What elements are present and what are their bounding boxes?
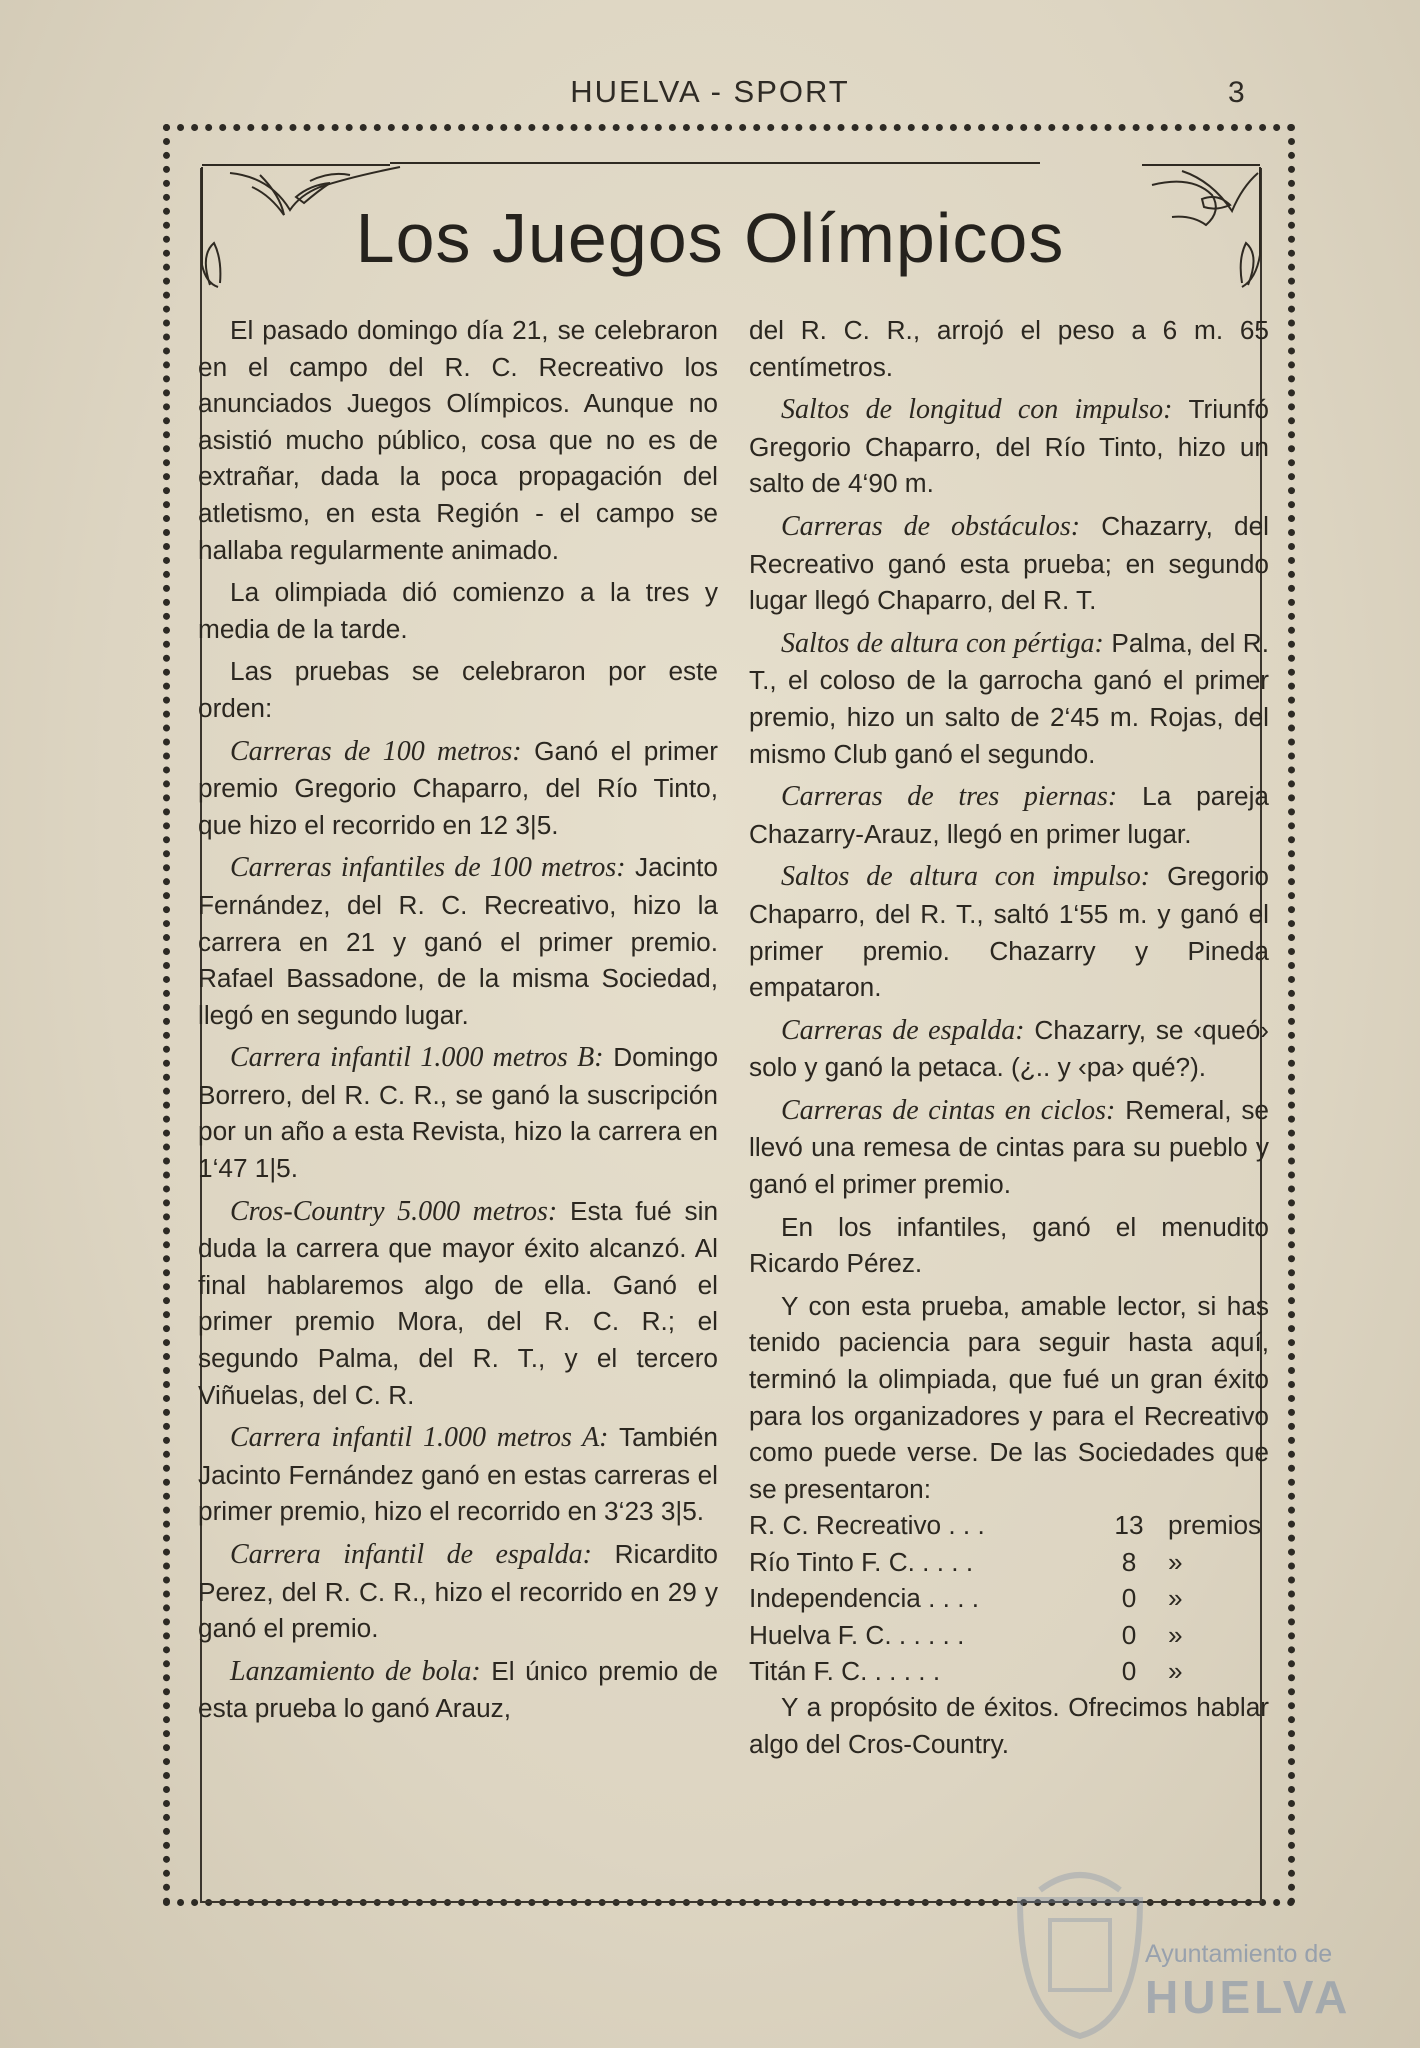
club-name: Independencia . . . . [749,1583,980,1614]
paragraph [749,858,1269,1005]
paragraph [749,1209,1269,1282]
prize-unit: premios [1168,1510,1262,1541]
paragraph-text: Triunfó Gregorio Chaparro, del Río Tinto, hizo un salto de 4‘90 m. [749,394,1269,499]
title-rule [390,160,1040,166]
paragraph-text: La olimpiada dió comienzo a la tres y media de la tarde. [198,577,718,644]
event-heading: Carrera infantil 1.000 metros B: [230,1042,604,1074]
prize-count: 0 [1121,1656,1137,1687]
prize-count: 0 [1121,1583,1137,1614]
results-table [749,1507,1269,1689]
paragraph-text: Remeral, se llevó una remesa de cintas para su pueblo y ganó el primer premio. [749,1094,1269,1200]
event-heading: Carreras de 100 metros: [230,735,522,767]
prize-count: 8 [1121,1546,1137,1577]
table-row [749,1544,1269,1580]
paragraph-text: La pareja Chazarry-Arauz, llegó en primer lugar. [749,781,1269,849]
paragraph [198,1653,718,1727]
paragraph [198,1419,718,1530]
paragraph-text: del R. C. R., arrojó el peso a 6 m. 65 centímetros. [749,315,1269,382]
club-name: Huelva F. C. . . . . . [749,1619,965,1650]
paragraph-text: Gregorio Chaparro, del R. T., saltó 1‘55 m. y ganó el primer premio. Chazarry y Pineda empataron. [749,861,1269,1003]
event-heading: Saltos de altura con impulso: [781,861,1151,893]
page-number: 3 [1228,76,1245,109]
article-column-left [198,312,718,1727]
event-heading: Carreras de obstáculos: [781,510,1081,542]
paragraph-text: En los infantiles, ganó el menudito Ricardo Pérez. [749,1211,1269,1279]
paragraph-text: Las pruebas se celebraron por este orden: [198,656,718,723]
prize-unit: » [1168,1583,1183,1614]
paragraph-text: Chazarry, se ‹queó› solo y ganó la petaca. (¿.. y ‹pa› qué?). [749,1014,1269,1083]
paragraph-text: Y con esta prueba, amable lector, si has tenido paciencia para seguir hasta aquí, terminó la olimpiada, que fué un gran éxito para los organizadores y para el Recreativo como puede verse. De las Sociedades que se presentaron: [749,1290,1269,1504]
paragraph-text: Ricardito Perez, del R. C. R., hizo el recorrido en 29 y ganó el premio. [198,1539,718,1644]
paragraph [749,312,1269,385]
paragraph-text: Jacinto Fernández, del R. C. Recreativo, hizo la carrera en 21 y ganó el primer premio. Rafael Bassadone, de la misma Sociedad, llegó en segundo lugar. [198,852,718,1030]
paragraph [198,1039,718,1186]
event-heading: Carrera infantil 1.000 metros A: [230,1422,609,1454]
paragraph [198,849,718,1033]
paragraph-text: Domingo Borrero, del R. C. R., se ganó la suscripción por un año a esta Revista, hizo la carrera en 1‘47 1|5. [198,1042,719,1184]
paragraph [198,574,718,647]
event-heading: Saltos de altura con pértiga: [781,627,1104,659]
paragraph [749,1092,1269,1203]
event-heading: Carreras infantiles de 100 metros: [230,852,626,884]
paragraph [749,1288,1269,1508]
club-name: Río Tinto F. C. . . . . [749,1546,974,1577]
paragraph-text: El único premio de esta prueba lo ganó Arauz, [198,1655,718,1724]
event-heading: Cros-Country 5.000 metros: [230,1195,558,1227]
paragraph-text: Palma, del R. T., el coloso de la garrocha ganó el primer premio, hizo un salto de 2‘45 m. Rojas, del mismo Club ganó el segundo. [749,627,1269,769]
watermark-line-1: Ayuntamiento de [1145,1940,1333,1968]
paragraph-text: El pasado domingo día 21, se celebraron en el campo del R. C. Recreativo los anunciados Juegos Olímpicos. Aunque no asistió mucho público, cosa que no es de extrañar, dada la poca propagación del atletismo, en esta Región - el campo se hallaba regularmente animado. [198,315,718,565]
club-name: Titán F. C. . . . . . [749,1656,941,1687]
running-head: HUELVA - SPORT [570,74,850,109]
table-row [749,1653,1269,1689]
prize-unit: » [1168,1656,1183,1687]
watermark-line-2: HUELVA [1145,1971,1352,2023]
paragraph [749,1012,1269,1086]
paragraph [198,1193,718,1414]
paragraph [749,778,1269,852]
paragraph [749,391,1269,502]
paragraph-text: También Jacinto Fernández ganó en estas carreras el primer premio, hizo el recorrido en 3‘23 3|5. [198,1422,718,1527]
table-row [749,1617,1269,1653]
prize-count: 0 [1121,1619,1137,1650]
event-heading: Saltos de longitud con impulso: [781,394,1173,426]
paragraph-text: Esta fué sin duda la carrera que mayor éxito alcanzó. Al final hablaremos algo de ella. Ganó el primer premio Mora, del R. C. R.; el segundo Palma, del R. T., y el tercero Viñuelas, del C. R. [198,1195,719,1410]
table-row [749,1507,1269,1543]
paragraph [749,625,1269,772]
event-heading: Lanzamiento de bola: [230,1655,481,1687]
closing-paragraph: Y a propósito de éxitos. Ofrecimos hablar algo del Cros-Country. [749,1692,1269,1760]
prize-unit: » [1168,1546,1183,1577]
paragraph [198,733,718,844]
prize-count: 13 [1114,1510,1144,1541]
paragraph-text: Ganó el primer premio Gregorio Chaparro, del Río Tinto, que hizo el recorrido en 12 3|5. [198,735,718,840]
club-name: R. C. Recreativo . . . [749,1510,985,1541]
event-heading: Carreras de tres piernas: [781,781,1118,813]
event-heading: Carrera infantil de espalda: [230,1539,592,1570]
paragraph [198,1536,718,1647]
article-title: Los Juegos Olímpicos [355,199,1065,277]
paragraph [198,653,718,726]
paragraph-text: Chazarry, del Recreativo ganó esta prueba; en segundo lugar llegó Chaparro, del R. T. [749,510,1269,616]
event-heading: Carreras de cintas en ciclos: [781,1094,1116,1126]
table-row [749,1580,1269,1616]
paragraph [198,312,718,568]
event-heading: Carreras de espalda: [781,1014,1025,1046]
prize-unit: » [1168,1619,1183,1650]
article-column-right [749,312,1269,1763]
paragraph [749,508,1269,619]
